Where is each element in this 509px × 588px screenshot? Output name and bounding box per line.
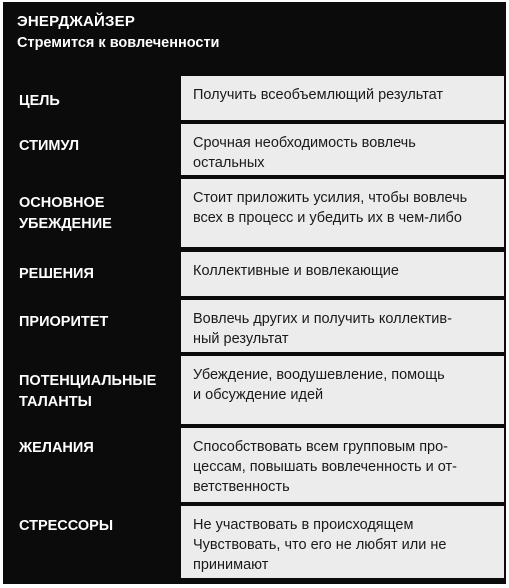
row-value (181, 356, 504, 424)
row-value-line: остальных (193, 155, 265, 171)
row-value-line: Чувствовать, что его не любят или не (193, 537, 447, 553)
row-value (181, 300, 504, 352)
table-row (3, 179, 506, 252)
table-row (3, 124, 506, 179)
row-label-line: СТРЕССОРЫ (19, 518, 114, 534)
row-label-line: ЖЕЛАНИЯ (19, 440, 94, 456)
row-label-line: ТАЛАНТЫ (19, 394, 92, 410)
row-value-line: всех в процесс и убедить их в чем-либо (193, 210, 462, 226)
row-label (3, 428, 178, 506)
row-label-line: ЦЕЛЬ (19, 93, 60, 109)
row-label (3, 300, 178, 356)
row-value-line: Получить всеобъемлющий результат (193, 87, 444, 103)
row-label-line: ОСНОВНОЕ (19, 195, 105, 211)
row-value-line: Срочная необходимость вовлечь (193, 135, 416, 151)
attribute-table (3, 76, 506, 582)
row-value (181, 428, 504, 502)
row-value (181, 252, 504, 296)
row-value (181, 506, 504, 578)
table-row (3, 252, 506, 300)
row-label (3, 506, 178, 582)
row-value-line: Убеждение, воодушевление, помощь (193, 367, 445, 383)
row-value-line: Коллективные и вовлекающие (193, 263, 399, 279)
row-label (3, 124, 178, 179)
table-row (3, 356, 506, 428)
row-label (3, 252, 178, 300)
row-value-line: и обсуждение идей (193, 387, 324, 403)
row-label-line: ПРИОРИТЕТ (19, 314, 109, 330)
row-value-line: ветственность (193, 479, 290, 495)
row-value (181, 76, 504, 120)
profile-card (3, 2, 506, 584)
row-value-line: цессам, повышать вовлеченность и от- (193, 459, 457, 475)
row-value-line: Способствовать всем групповым про- (193, 439, 449, 455)
table-row (3, 428, 506, 506)
row-value-line: Вовлечь других и получить коллектив- (193, 311, 452, 327)
row-label-line: ПОТЕНЦИАЛЬНЫЕ (19, 373, 157, 389)
row-label-line: УБЕЖДЕНИЕ (19, 216, 112, 232)
row-label (3, 356, 178, 428)
row-value (181, 124, 504, 175)
row-value-line: Стоит приложить усилия, чтобы вовлечь (193, 190, 468, 206)
row-value-line: Не участвовать в происходящем (193, 517, 414, 533)
row-value (181, 179, 504, 247)
card-subtitle: Стремится к вовлеченности (17, 35, 220, 51)
card-header (3, 2, 506, 74)
table-row (3, 506, 506, 582)
row-label (3, 76, 178, 124)
card-title: ЭНЕРДЖАЙЗЕР (17, 13, 136, 30)
row-label-line: РЕШЕНИЯ (19, 266, 94, 282)
table-row (3, 76, 506, 124)
table-row (3, 300, 506, 356)
row-value-line: ный результат (193, 331, 289, 347)
row-label-line: СТИМУЛ (19, 138, 80, 154)
row-label (3, 179, 178, 252)
row-value-line: принимают (193, 557, 269, 573)
